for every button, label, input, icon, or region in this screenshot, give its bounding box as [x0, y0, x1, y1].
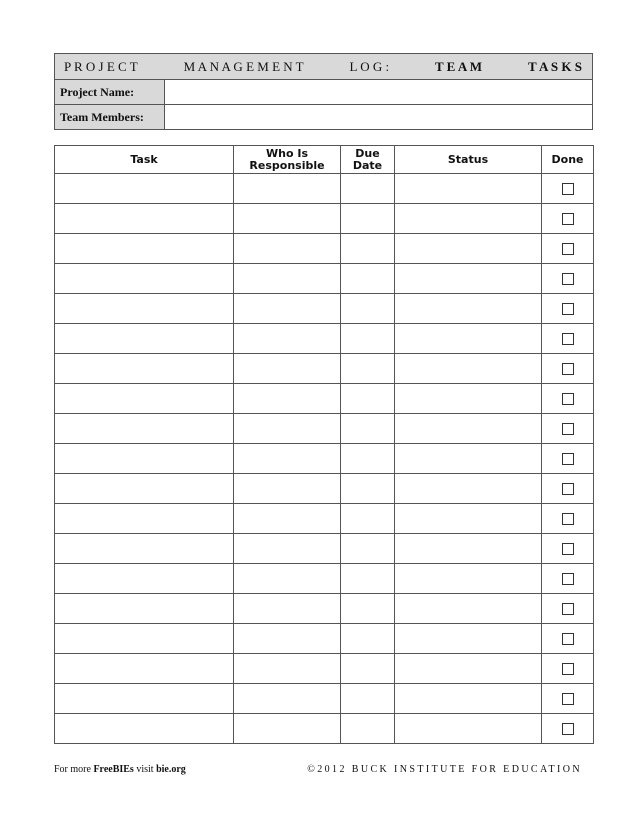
status-cell[interactable]	[395, 474, 542, 504]
table-row	[55, 714, 594, 744]
status-cell[interactable]	[395, 684, 542, 714]
done-cell	[542, 414, 594, 444]
table-row	[55, 384, 594, 414]
status-cell[interactable]	[395, 204, 542, 234]
due-date-cell[interactable]	[341, 354, 395, 384]
who-responsible-cell[interactable]	[234, 264, 341, 294]
title-word-team: T E A M	[435, 58, 483, 74]
who-responsible-cell[interactable]	[234, 444, 341, 474]
column-header-who-responsible: Who Is Responsible	[234, 146, 341, 174]
who-responsible-cell[interactable]	[234, 204, 341, 234]
tasks-body	[55, 174, 594, 744]
done-cell	[542, 264, 594, 294]
task-cell[interactable]	[55, 624, 234, 654]
done-cell	[542, 174, 594, 204]
done-cell	[542, 714, 594, 744]
done-checkbox[interactable]	[562, 303, 574, 315]
column-header-due-date: Due Date	[341, 146, 395, 174]
who-responsible-cell[interactable]	[234, 294, 341, 324]
who-responsible-cell[interactable]	[234, 174, 341, 204]
task-cell[interactable]	[55, 174, 234, 204]
status-cell[interactable]	[395, 444, 542, 474]
status-cell[interactable]	[395, 174, 542, 204]
who-responsible-cell[interactable]	[234, 324, 341, 354]
table-row	[55, 504, 594, 534]
status-cell[interactable]	[395, 504, 542, 534]
status-cell[interactable]	[395, 384, 542, 414]
task-cell[interactable]	[55, 444, 234, 474]
who-responsible-cell[interactable]	[234, 594, 341, 624]
due-date-cell[interactable]	[341, 264, 395, 294]
due-date-cell[interactable]	[341, 624, 395, 654]
table-row	[55, 444, 594, 474]
status-cell[interactable]	[395, 234, 542, 264]
done-checkbox[interactable]	[562, 453, 574, 465]
tasks-header-row	[55, 146, 594, 174]
due-date-cell[interactable]	[341, 204, 395, 234]
title-word-tasks: T A S K S	[527, 58, 582, 74]
table-row	[55, 234, 594, 264]
done-checkbox[interactable]	[562, 213, 574, 225]
done-cell	[542, 444, 594, 474]
table-row	[55, 564, 594, 594]
column-header-done: Done	[542, 146, 594, 174]
task-cell[interactable]	[55, 234, 234, 264]
who-responsible-cell[interactable]	[234, 624, 341, 654]
table-row	[55, 204, 594, 234]
who-responsible-cell[interactable]	[234, 654, 341, 684]
done-cell	[542, 474, 594, 504]
done-cell	[542, 624, 594, 654]
status-cell[interactable]	[395, 564, 542, 594]
who-responsible-cell[interactable]	[234, 504, 341, 534]
who-responsible-cell[interactable]	[234, 354, 341, 384]
tasks-table	[54, 145, 594, 744]
due-date-cell[interactable]	[341, 714, 395, 744]
footer-freebies-note: For more FreeBIEs visit bie.org	[54, 764, 186, 775]
task-cell[interactable]	[55, 474, 234, 504]
done-checkbox[interactable]	[562, 663, 574, 675]
due-date-cell[interactable]	[341, 324, 395, 354]
status-cell[interactable]	[395, 654, 542, 684]
due-date-cell[interactable]	[341, 504, 395, 534]
table-row	[55, 354, 594, 384]
due-date-cell[interactable]	[341, 294, 395, 324]
done-cell	[542, 564, 594, 594]
table-row	[55, 264, 594, 294]
column-header-status: Status	[395, 146, 542, 174]
status-cell[interactable]	[395, 624, 542, 654]
status-cell[interactable]	[395, 294, 542, 324]
done-checkbox[interactable]	[562, 573, 574, 585]
who-responsible-cell[interactable]	[234, 384, 341, 414]
task-cell[interactable]	[55, 414, 234, 444]
done-checkbox[interactable]	[562, 723, 574, 735]
done-checkbox[interactable]	[562, 393, 574, 405]
table-row	[55, 324, 594, 354]
due-date-cell[interactable]	[341, 384, 395, 414]
due-date-cell[interactable]	[341, 534, 395, 564]
done-cell	[542, 684, 594, 714]
title-word-project: P R O J E C T	[64, 58, 138, 74]
who-responsible-cell[interactable]	[234, 534, 341, 564]
done-cell	[542, 594, 594, 624]
who-responsible-cell[interactable]	[234, 564, 341, 594]
done-cell	[542, 384, 594, 414]
status-cell[interactable]	[395, 324, 542, 354]
table-row	[55, 654, 594, 684]
due-date-cell[interactable]	[341, 234, 395, 264]
task-cell[interactable]	[55, 324, 234, 354]
task-cell[interactable]	[55, 504, 234, 534]
done-cell	[542, 504, 594, 534]
task-cell[interactable]	[55, 294, 234, 324]
due-date-cell[interactable]	[341, 594, 395, 624]
log-title	[55, 54, 593, 80]
table-row	[55, 624, 594, 654]
done-cell	[542, 324, 594, 354]
task-cell[interactable]	[55, 354, 234, 384]
done-checkbox[interactable]	[562, 543, 574, 555]
status-cell[interactable]	[395, 354, 542, 384]
due-date-cell[interactable]	[341, 474, 395, 504]
task-cell[interactable]	[55, 564, 234, 594]
table-row	[55, 684, 594, 714]
project-name-field[interactable]	[165, 80, 593, 105]
team-members-label: Team Members:	[55, 105, 165, 130]
due-date-cell[interactable]	[341, 654, 395, 684]
done-cell	[542, 294, 594, 324]
table-row	[55, 474, 594, 504]
who-responsible-cell[interactable]	[234, 474, 341, 504]
done-checkbox[interactable]	[562, 633, 574, 645]
who-responsible-cell[interactable]	[234, 684, 341, 714]
status-cell[interactable]	[395, 414, 542, 444]
task-cell[interactable]	[55, 714, 234, 744]
due-date-cell[interactable]	[341, 684, 395, 714]
table-row	[55, 174, 594, 204]
project-header-table	[54, 53, 593, 130]
status-cell[interactable]	[395, 714, 542, 744]
done-cell	[542, 234, 594, 264]
task-cell[interactable]	[55, 384, 234, 414]
done-cell	[542, 204, 594, 234]
done-checkbox[interactable]	[562, 423, 574, 435]
done-checkbox[interactable]	[562, 183, 574, 195]
due-date-cell[interactable]	[341, 564, 395, 594]
task-cell[interactable]	[55, 654, 234, 684]
table-row	[55, 594, 594, 624]
due-date-cell[interactable]	[341, 444, 395, 474]
task-cell[interactable]	[55, 534, 234, 564]
team-members-field[interactable]	[165, 105, 593, 130]
done-cell	[542, 354, 594, 384]
done-checkbox[interactable]	[562, 603, 574, 615]
done-checkbox[interactable]	[562, 273, 574, 285]
due-date-cell[interactable]	[341, 414, 395, 444]
freebies-text: FreeBIEs	[93, 764, 134, 775]
status-cell[interactable]	[395, 594, 542, 624]
task-cell[interactable]	[55, 594, 234, 624]
who-responsible-cell[interactable]	[234, 414, 341, 444]
task-cell[interactable]	[55, 204, 234, 234]
who-responsible-cell[interactable]	[234, 234, 341, 264]
status-cell[interactable]	[395, 534, 542, 564]
column-header-task: Task	[55, 146, 234, 174]
done-checkbox[interactable]	[562, 693, 574, 705]
done-cell	[542, 534, 594, 564]
done-checkbox[interactable]	[562, 513, 574, 525]
bie-link[interactable]: bie.org	[156, 764, 186, 775]
done-checkbox[interactable]	[562, 363, 574, 375]
task-cell[interactable]	[55, 684, 234, 714]
copyright-notice: ©2012 BUCK INSTITUTE FOR EDUCATION	[307, 764, 582, 775]
status-cell[interactable]	[395, 264, 542, 294]
table-row	[55, 414, 594, 444]
task-cell[interactable]	[55, 264, 234, 294]
done-checkbox[interactable]	[562, 483, 574, 495]
title-word-log: L O G :	[349, 58, 390, 74]
project-name-label: Project Name:	[55, 80, 165, 105]
done-checkbox[interactable]	[562, 333, 574, 345]
table-row	[55, 534, 594, 564]
done-checkbox[interactable]	[562, 243, 574, 255]
done-cell	[542, 654, 594, 684]
title-word-management: M A N A G E M E N T	[183, 58, 304, 74]
due-date-cell[interactable]	[341, 174, 395, 204]
who-responsible-cell[interactable]	[234, 714, 341, 744]
table-row	[55, 294, 594, 324]
